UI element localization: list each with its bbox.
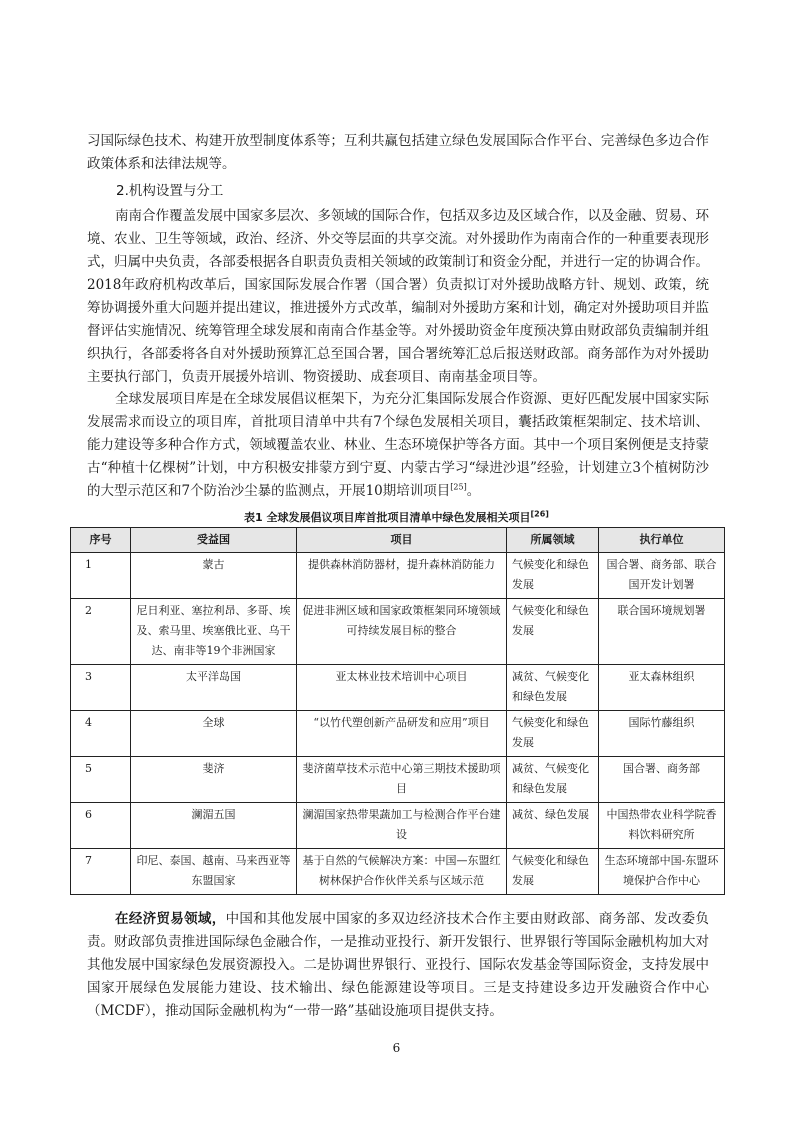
- table-row: [71, 553, 725, 599]
- cell-no: 4: [71, 711, 131, 757]
- cell-no: 1: [71, 553, 131, 599]
- paragraph-gdi-text: 全球发展项目库是在全球发展倡议框架下，为充分汇集国际发展合作资源、更好匹配发展中国家实际发展需求而设立的项目库，首批项目清单中共有7个绿色发展相关项目，囊括政策框架制定、技术培训、能力建设等多种合作方式，领域覆盖农业、林业、生态环境保护等各方面。其中一个项目案例便是支持蒙古“种植十亿棵树”计划，中方积极安排蒙方到宁夏、内蒙古学习“绿进沙退”经验，计划建立3个植树防沙的大型示范区和7个防治沙尘暴的监测点，开展10期培训项目: [87, 391, 709, 499]
- paragraph-gdi-end: 。: [466, 483, 481, 499]
- cell-field: 减贫、绿色发展: [507, 803, 599, 849]
- header-project: 项目: [297, 528, 507, 553]
- header-field: 所属领域: [507, 528, 599, 553]
- cell-no: 7: [71, 849, 131, 895]
- cell-project: “以竹代塑创新产品研发和应用”项目: [297, 711, 507, 757]
- cell-field: 气候变化和绿色发展: [507, 599, 599, 665]
- cell-beneficiary: 全球: [131, 711, 297, 757]
- paragraph-trade-text: 中国和其他发展中国家的多双边经济技术合作主要由财政部、商务部、发改委负责。财政部负责推进国际绿色金融合作，一是推动亚投行、新开发银行、世界银行等国际金融机构加大对其他发展中国家绿色发展资源投入。二是协调世界银行、亚投行、国际农发基金等国际资金，支持发展中国家开展绿色发展能力建设、技术输出、绿色能源建设等项目。三是支持建设多边开发融资合作中心（MCDF），推动国际金融机构为“一带一路”基础设施项目提供支持。: [87, 911, 710, 1019]
- cell-field: 减贫、气候变化和绿色发展: [507, 665, 599, 711]
- cell-project: 亚太林业技术培训中心项目: [297, 665, 507, 711]
- cell-project: 基于自然的气候解决方案：中国—东盟红树林保护合作伙伴关系与区域示范: [297, 849, 507, 895]
- paragraph-institutions: 南南合作覆盖发展中国家多层次、多领域的国际合作，包括双多边及区域合作，以及金融、贸易、环境、农业、卫生等领域，政治、经济、外交等层面的共享交流。对外援助作为南南合作的一种重要表现形式，归属中央负责，各部委根据各自职责负责相关领域的政策制订和资金分配，并进行一定的协调合作。2018年政府机构改革后，国家国际发展合作署（国合署）负责拟订对外援助战略方针、规划、政策，统筹协调援外重大问题并提出建议，推进援外方式改革，编制对外援助方案和计划，确定对外援助项目并监督评估实施情况、统筹管理全球发展和南南合作基金等。对外援助资金年度预决算由财政部负责编制并组织执行，各部委将各自对外援助预算汇总至国合署，国合署统筹汇总后报送财政部。商务部作为对外援助主要执行部门，负责开展援外培训、物资援助、成套项目、南南基金项目等。: [87, 208, 709, 385]
- cell-no: 2: [71, 599, 131, 665]
- cell-project: 澜湄国家热带果蔬加工与检测合作平台建设: [297, 803, 507, 849]
- cell-beneficiary: 太平洋岛国: [131, 665, 297, 711]
- cell-executor: 中国热带农业科学院香料饮料研究所: [599, 803, 725, 849]
- cell-executor: 国合署、商务部: [599, 757, 725, 803]
- table-row: [71, 803, 725, 849]
- cell-executor: 联合国环境规划署: [599, 599, 725, 665]
- header-no: 序号: [71, 528, 131, 553]
- table-row: [71, 757, 725, 803]
- table-caption-text: 表1 全球发展倡议项目库首批项目清单中绿色发展相关项目: [244, 511, 531, 524]
- cell-executor: 国际竹藤组织: [599, 711, 725, 757]
- citation-25[interactable]: [25]: [450, 482, 467, 492]
- cell-beneficiary: 印尼、泰国、越南、马来西亚等东盟国家: [131, 849, 297, 895]
- cell-beneficiary: 斐济: [131, 757, 297, 803]
- cell-project: 提供森林消防器材，提升森林消防能力: [297, 553, 507, 599]
- cell-project: 促进非洲区域和国家政策框架同环境领域可持续发展目标的整合: [297, 599, 507, 665]
- table-row: [71, 711, 725, 757]
- paragraph-trade: [87, 908, 709, 1023]
- cell-beneficiary: 尼日利亚、塞拉利昂、多哥、埃及、索马里、埃塞俄比亚、乌干达、南非等19个非洲国家: [131, 599, 297, 665]
- citation-26[interactable]: [26]: [530, 509, 549, 519]
- table-row: [71, 849, 725, 895]
- cell-beneficiary: 蒙古: [131, 553, 297, 599]
- paragraph-gdi: [87, 388, 709, 503]
- cell-project: 斐济菌草技术示范中心第三期技术援助项目: [297, 757, 507, 803]
- green-projects-table: [70, 527, 725, 895]
- header-executor: 执行单位: [599, 528, 725, 553]
- cell-executor: 生态环境部中国-东盟环境保护合作中心: [599, 849, 725, 895]
- table-caption: [0, 509, 793, 525]
- table-row: [71, 665, 725, 711]
- cell-no: 6: [71, 803, 131, 849]
- cell-field: 气候变化和绿色发展: [507, 711, 599, 757]
- cell-beneficiary: 澜湄五国: [131, 803, 297, 849]
- cell-no: 5: [71, 757, 131, 803]
- cell-executor: 亚太森林组织: [599, 665, 725, 711]
- paragraph-trade-lead: 在经济贸易领域，: [115, 911, 226, 927]
- page-number: 6: [392, 1041, 401, 1055]
- section-heading: 2.机构设置与分工: [116, 183, 224, 199]
- paragraph-intro-tail: 习国际绿色技术、构建开放型制度体系等；互利共赢包括建立绿色发展国际合作平台、完善绿色多边合作政策体系和法律法规等。: [87, 133, 709, 172]
- cell-no: 3: [71, 665, 131, 711]
- cell-executor: 国合署、商务部、联合国开发计划署: [599, 553, 725, 599]
- table-header-row: [71, 528, 725, 553]
- cell-field: 减贫、气候变化和绿色发展: [507, 757, 599, 803]
- cell-field: 气候变化和绿色发展: [507, 849, 599, 895]
- cell-field: 气候变化和绿色发展: [507, 553, 599, 599]
- header-beneficiary: 受益国: [131, 528, 297, 553]
- table-row: [71, 599, 725, 665]
